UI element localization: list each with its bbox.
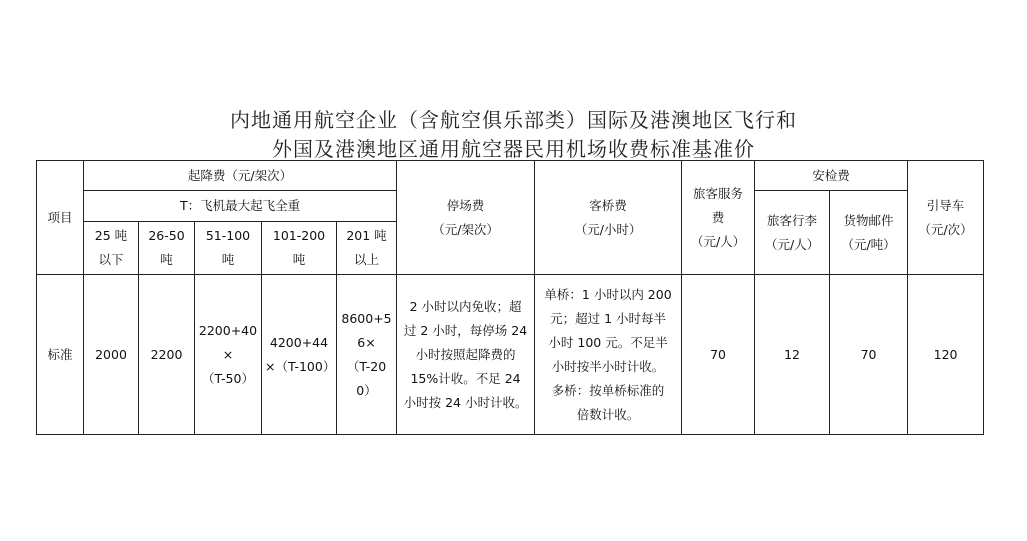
passenger-service-label-1: 旅客服务 bbox=[693, 185, 744, 201]
parking-fee-unit: （元/架次） bbox=[432, 221, 499, 237]
bridge-rule-line-1: 单桥：1 小时以内 200 bbox=[544, 286, 672, 302]
passenger-service-label-2: 费 bbox=[711, 209, 725, 225]
parking-fee-header bbox=[397, 161, 535, 275]
fee-weight-5-line-2: 6× bbox=[357, 334, 376, 350]
bridge-fee-rule bbox=[535, 275, 682, 435]
table-row bbox=[37, 275, 984, 435]
parking-rule-line-3: 小时按照起降费的 bbox=[415, 346, 516, 362]
document-title-line-1: 内地通用航空企业（含航空俱乐部类）国际及港澳地区飞行和 bbox=[230, 108, 797, 132]
passenger-service-fee-header bbox=[682, 161, 755, 275]
fee-weight-4-line-1: 4200+44 bbox=[269, 334, 329, 350]
guide-car-fee: 120 bbox=[908, 275, 984, 435]
baggage-unit: （元/人） bbox=[764, 236, 820, 252]
weight-class-1 bbox=[84, 222, 139, 275]
weight-class-2 bbox=[139, 222, 195, 275]
bridge-fee-header bbox=[535, 161, 682, 275]
weight-class-1-line-2: 以下 bbox=[98, 252, 124, 267]
bridge-rule-line-5: 多桥：按单桥标准的 bbox=[551, 382, 665, 398]
fee-weight-3 bbox=[195, 275, 262, 435]
weight-class-2-line-2: 吨 bbox=[160, 252, 173, 267]
parking-rule-line-1: 2 小时以内免收；超 bbox=[409, 298, 522, 314]
baggage-fee-header bbox=[755, 191, 830, 275]
cargo-fee: 70 bbox=[830, 275, 908, 435]
parking-rule-line-2: 过 2 小时，每停场 24 bbox=[403, 322, 528, 338]
fee-weight-2: 2200 bbox=[139, 275, 195, 435]
weight-class-2-line-1: 26-50 bbox=[148, 228, 185, 243]
fee-weight-4 bbox=[262, 275, 337, 435]
cargo-fee-header bbox=[830, 191, 908, 275]
weight-class-4-line-2: 吨 bbox=[292, 252, 306, 267]
fee-weight-3-line-1: 2200+40 bbox=[198, 322, 258, 338]
weight-class-3 bbox=[195, 222, 262, 275]
bridge-fee-label: 客桥费 bbox=[589, 197, 627, 213]
guide-car-fee-header bbox=[908, 161, 984, 275]
guide-car-unit: （元/次） bbox=[918, 221, 973, 237]
weight-class-4-line-1: 101-200 bbox=[272, 228, 326, 243]
parking-fee-label: 停场费 bbox=[446, 197, 485, 213]
bridge-rule-line-2: 元；超过 1 小时每半 bbox=[550, 310, 666, 326]
baggage-label: 旅客行李 bbox=[767, 212, 818, 228]
weight-class-5 bbox=[337, 222, 397, 275]
fee-weight-3-line-2: × bbox=[222, 346, 234, 362]
bridge-fee-unit: （元/小时） bbox=[574, 221, 642, 237]
parking-rule-line-5: 小时按 24 小时计收。 bbox=[403, 394, 528, 410]
guide-car-label: 引导车 bbox=[926, 197, 965, 213]
bridge-rule-line-4: 小时按半小时计收。 bbox=[551, 358, 665, 374]
fee-weight-1: 2000 bbox=[84, 275, 139, 435]
fee-table bbox=[36, 160, 984, 435]
passenger-service-unit: （元/人） bbox=[690, 233, 746, 249]
security-fee-header: 安检费 bbox=[755, 161, 908, 191]
takeoff-fee-header: 起降费（元/架次） bbox=[84, 161, 397, 191]
parking-rule-line-4: 15%计收。不足 24 bbox=[410, 370, 521, 386]
item-header: 项目 bbox=[37, 161, 84, 275]
weight-class-1-line-1: 25 吨 bbox=[94, 228, 128, 243]
cargo-label: 货物邮件 bbox=[843, 212, 894, 228]
weight-class-4 bbox=[262, 222, 337, 275]
fee-weight-5 bbox=[337, 275, 397, 435]
fee-weight-5-line-3: （T-20 bbox=[346, 358, 387, 374]
parking-fee-rule bbox=[397, 275, 535, 435]
fee-weight-5-line-4: 0） bbox=[356, 382, 377, 398]
fee-weight-4-line-2: ×（T-100） bbox=[265, 358, 336, 374]
bridge-rule-line-6: 倍数计收。 bbox=[576, 406, 640, 422]
weight-class-5-line-2: 以上 bbox=[354, 252, 380, 267]
fee-weight-5-line-1: 8600+5 bbox=[341, 310, 392, 326]
row-label: 标准 bbox=[37, 275, 84, 435]
weight-class-5-line-1: 201 吨 bbox=[346, 228, 387, 243]
fee-weight-3-line-3: （T-50） bbox=[202, 370, 254, 386]
passenger-service-fee: 70 bbox=[682, 275, 755, 435]
takeoff-weight-note: T：飞机最大起飞全重 bbox=[84, 191, 397, 222]
cargo-unit: （元/吨） bbox=[841, 236, 896, 252]
weight-class-3-line-2: 吨 bbox=[221, 252, 235, 267]
bridge-rule-line-3: 小时 100 元。不足半 bbox=[548, 334, 668, 350]
baggage-fee: 12 bbox=[755, 275, 830, 435]
document-title-line-2: 外国及港澳地区通用航空器民用机场收费标准基准价 bbox=[272, 137, 755, 161]
weight-class-3-line-1: 51-100 bbox=[205, 228, 251, 243]
